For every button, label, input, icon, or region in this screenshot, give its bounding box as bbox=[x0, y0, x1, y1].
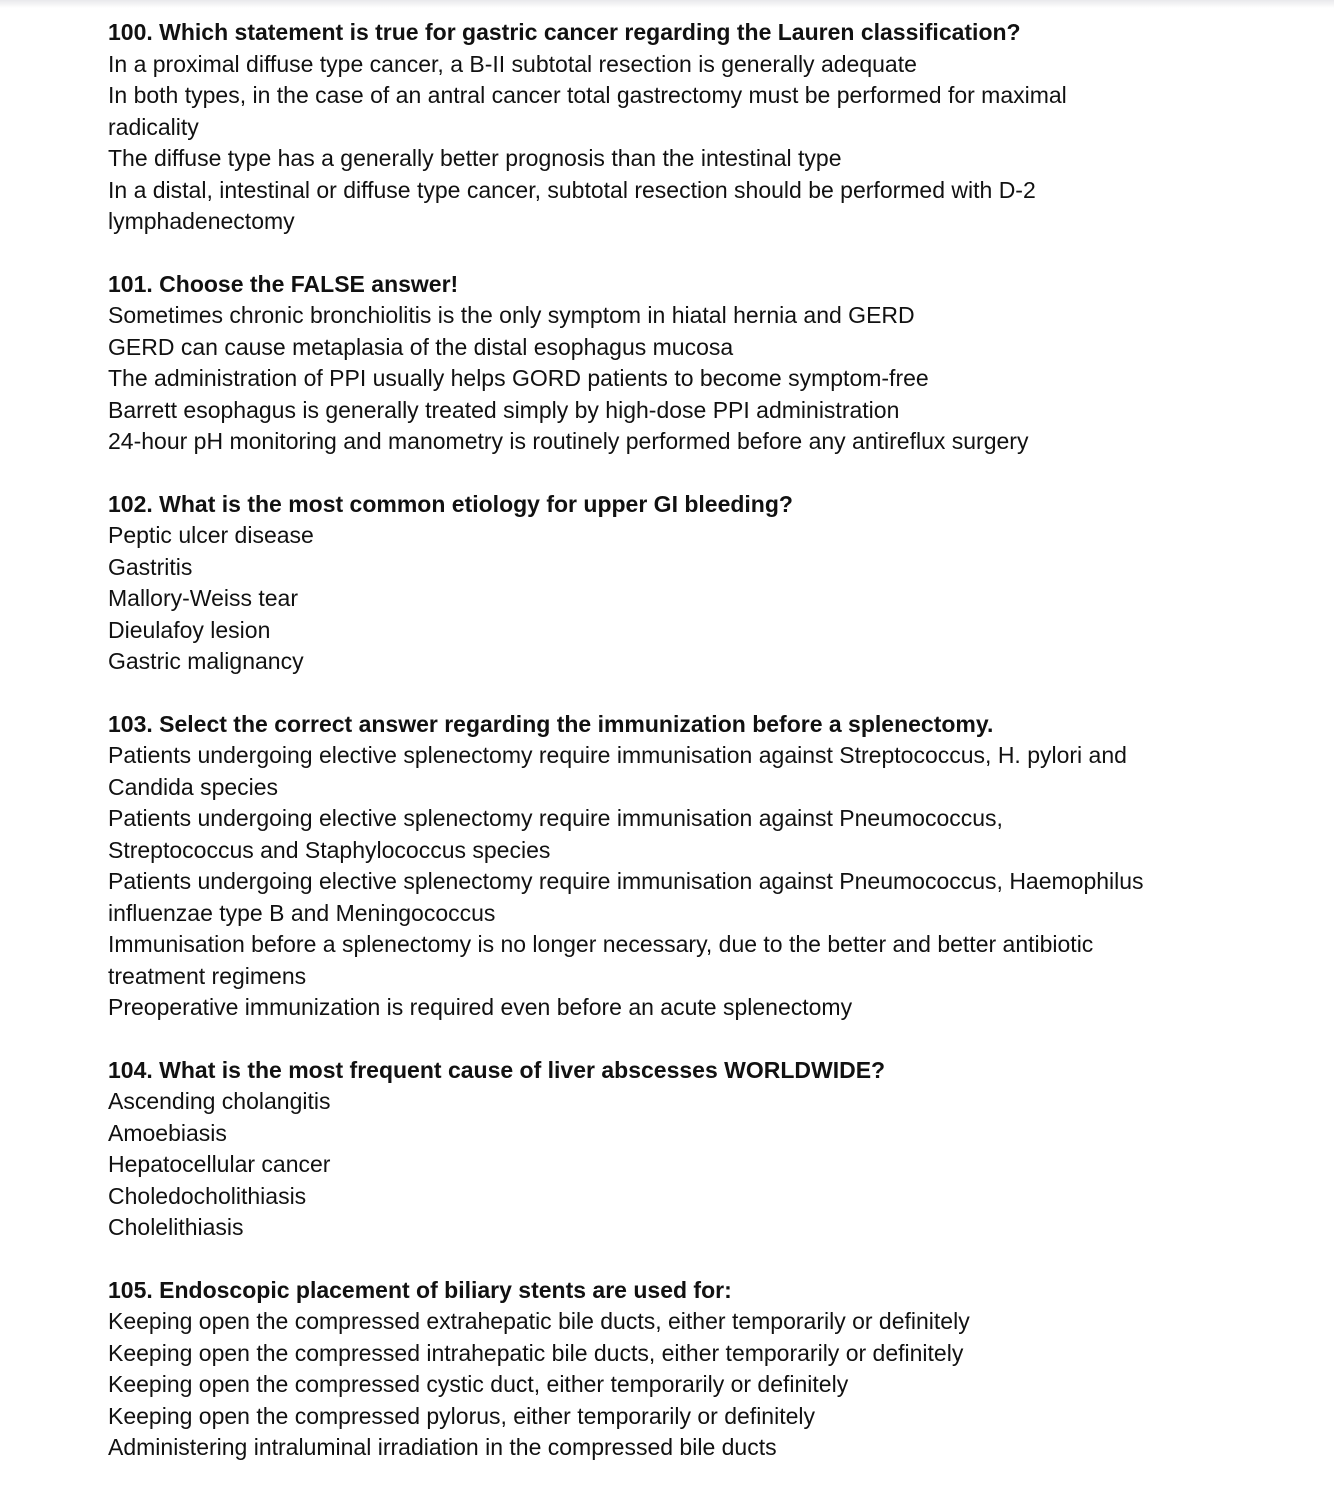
question-title: 100. Which statement is true for gastric cancer regarding the Lauren classification? bbox=[108, 19, 1021, 45]
answer-list bbox=[108, 49, 1308, 238]
document-body bbox=[108, 17, 1308, 1495]
answer-option: Mallory-Weiss tear bbox=[108, 585, 298, 611]
answer-option: Peptic ulcer disease bbox=[108, 522, 314, 548]
answer-option: In a proximal diffuse type cancer, a B-II subtotal resection is generally adequate bbox=[108, 50, 917, 77]
answer-option: Sometimes chronic bronchiolitis is the only symptom in hiatal hernia and GERD bbox=[108, 302, 915, 328]
answer-option: Keeping open the compressed intrahepatic bile ducts, either temporarily or definitely bbox=[108, 1339, 964, 1366]
answer-option: Keeping open the compressed pylorus, either temporarily or definitely bbox=[108, 1402, 815, 1429]
question-title: 103. Select the correct answer regarding the immunization before a splenectomy. bbox=[108, 710, 994, 737]
question-title: 104. What is the most frequent cause of liver abscesses WORLDWIDE? bbox=[108, 1056, 886, 1083]
question-101 bbox=[108, 269, 1308, 458]
answer-option: Keeping open the compressed cystic duct, either temporarily or definitely bbox=[108, 1371, 849, 1397]
answer-option: Keeping open the compressed extrahepatic bile ducts, either temporarily or definitely bbox=[108, 1308, 970, 1334]
question-100 bbox=[108, 17, 1308, 238]
question-104 bbox=[108, 1055, 1308, 1244]
answer-list bbox=[108, 520, 1308, 678]
answer-list bbox=[108, 1306, 1308, 1464]
answer-option: Hepatocellular cancer bbox=[108, 1151, 331, 1177]
answer-option: The administration of PPI usually helps GORD patients to become symptom-free bbox=[108, 365, 929, 391]
answer-option: 24-hour pH monitoring and manometry is routinely performed before any antireflux surgery bbox=[108, 428, 1029, 454]
question-title: 102. What is the most common etiology for upper GI bleeding? bbox=[108, 490, 793, 517]
page-top-edge bbox=[0, 0, 1334, 8]
question-title: 105. Endoscopic placement of biliary stents are used for: bbox=[108, 1276, 732, 1303]
answer-option: Amoebiasis bbox=[108, 1119, 227, 1146]
answer-option: Ascending cholangitis bbox=[108, 1088, 331, 1114]
answer-option: Gastritis bbox=[108, 553, 193, 580]
answer-option: GERD can cause metaplasia of the distal esophagus mucosa bbox=[108, 333, 734, 360]
answer-option: Gastric malignancy bbox=[108, 648, 304, 674]
answer-option: Patients undergoing elective splenectomy require immunisation against Pneumococcus, Streptococcus and Staphylococcus species bbox=[108, 805, 1003, 863]
answer-option: Immunisation before a splenectomy is no longer necessary, due to the better and better antibiotic treatment regimens bbox=[108, 931, 1094, 989]
answer-option: The diffuse type has a generally better prognosis than the intestinal type bbox=[108, 145, 842, 171]
answer-list bbox=[108, 740, 1308, 1024]
question-103 bbox=[108, 709, 1308, 1024]
answer-option: In both types, in the case of an antral cancer total gastrectomy must be performed for maximal radicality bbox=[108, 82, 1067, 140]
answer-option: Administering intraluminal irradiation in the compressed bile ducts bbox=[108, 1434, 777, 1460]
answer-option: Dieulafoy lesion bbox=[108, 616, 271, 643]
question-title: 101. Choose the FALSE answer! bbox=[108, 270, 459, 297]
answer-option: Patients undergoing elective splenectomy require immunisation against Streptococcus, H. pylori and Candida species bbox=[108, 742, 1127, 800]
answer-option: In a distal, intestinal or diffuse type cancer, subtotal resection should be performed with D-2 lymphadenectomy bbox=[108, 176, 1036, 234]
question-102 bbox=[108, 489, 1308, 678]
answer-option: Barrett esophagus is generally treated simply by high-dose PPI administration bbox=[108, 396, 900, 423]
question-105 bbox=[108, 1275, 1308, 1464]
answer-option: Choledocholithiasis bbox=[108, 1182, 307, 1209]
answer-list bbox=[108, 1086, 1308, 1244]
answer-option: Preoperative immunization is required even before an acute splenectomy bbox=[108, 994, 853, 1020]
answer-option: Cholelithiasis bbox=[108, 1214, 244, 1240]
answer-option: Patients undergoing elective splenectomy require immunisation against Pneumococcus, Haemophilus influenzae type B and Meningococcus bbox=[108, 868, 1144, 926]
answer-list bbox=[108, 300, 1308, 458]
